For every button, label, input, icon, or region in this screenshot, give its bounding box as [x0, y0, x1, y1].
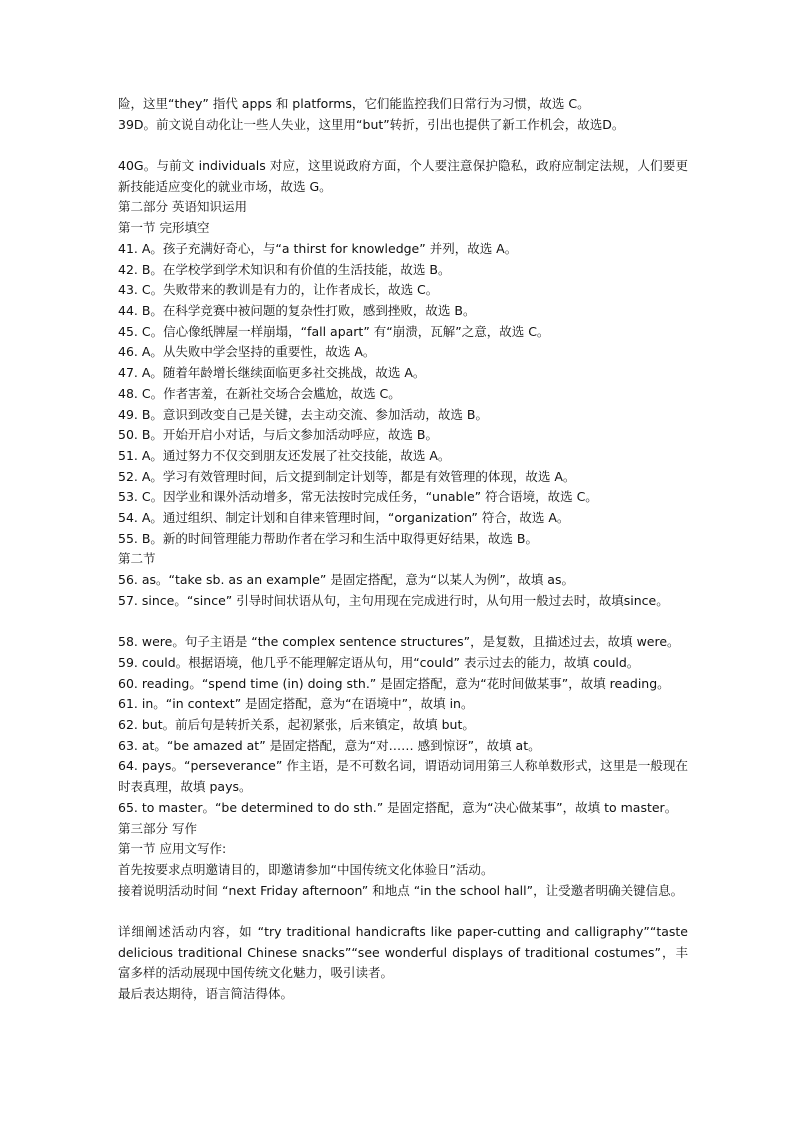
answer-57: 57. since。“since” 引导时间状语从句，主句用现在完成进行时，从句用一般过去时，故填since。 [118, 592, 669, 608]
answer-42: 42. B。在学校学到学术知识和有价值的生活技能，故选 B。 [118, 261, 451, 277]
writing-point: 详细阐述活动内容，如 “try traditional handicrafts like paper-cutting and calligraphy”“taste delicious traditional Chinese snacks”“see wonderful displays of traditional costumes”，丰富多样的活动展现中国传统文化魅力，吸引读者。 [118, 924, 688, 981]
answer-46: 46. A。从失败中学会坚持的重要性，故选 A。 [118, 344, 376, 360]
answer-65: 65. to master。“be determined to do sth.” 是固定搭配，意为“决心做某事”，故填 to master。 [118, 799, 678, 815]
writing-point: 首先按要求点明邀请目的，即邀请参加“中国传统文化体验日”活动。 [118, 861, 494, 877]
answer-39: 39D。前文说自动化让一些人失业，这里用“but”转折，引出也提供了新工作机会，故选D。 [118, 116, 625, 132]
writing-point: 接着说明活动时间 “next Friday afternoon” 和地点 “in the school hall”，让受邀者明确关键信息。 [118, 882, 684, 898]
answer-51: 51. A。通过努力不仅交到朋友还发展了社交技能，故选 A。 [118, 447, 451, 463]
answer-41: 41. A。孩子充满好奇心，与“a thirst for knowledge” 并列，故选 A。 [118, 240, 518, 256]
subsection-heading: 第一节 应用文写作: [118, 841, 227, 857]
answer-40: 40G。与前文 individuals 对应，这里说政府方面，个人要注意保护隐私，政府应制定法规，人们要更新技能适应变化的就业市场，故选 G。 [118, 158, 688, 194]
document-page [118, 94, 688, 1005]
answer-50: 50. B。开始开启小对话，与后文参加活动呼应，故选 B。 [118, 427, 438, 443]
subsection-heading: 第二节 [118, 551, 156, 567]
answer-43: 43. C。失败带来的教训是有力的，让作者成长，故选 C。 [118, 282, 439, 298]
answer-44: 44. B。在科学竞赛中被问题的复杂性打败，感到挫败，故选 B。 [118, 303, 476, 318]
answer-58: 58. were。句子主语是 “the complex sentence structures”，是复数，且描述过去，故填 were。 [118, 634, 680, 650]
subsection-heading: 第一节 完形填空 [118, 220, 210, 236]
answer-61: 61. in。“in context” 是固定搭配，意为“在语境中”，故填 in。 [118, 696, 474, 712]
answer-54: 54. A。通过组织、制定计划和自律来管理时间，“organization” 符合，故选 A。 [118, 510, 570, 526]
answer-62: 62. but。前后句是转折关系，起初紧张，后来镇定，故填 but。 [118, 717, 475, 733]
answer-45: 45. C。信心像纸牌屋一样崩塌，“fall apart” 有“崩溃，瓦解”之意，故选 C。 [118, 323, 550, 339]
section-heading: 第二部分 英语知识运用 [118, 199, 247, 215]
answer-60: 60. reading。“spend time (in) doing sth.” 是固定搭配，意为“花时间做某事”，故填 reading。 [118, 675, 670, 691]
answer-48: 48. C。作者害羞，在新社交场合会尴尬，故选 C。 [118, 385, 401, 401]
answer-59: 59. could。根据语境，他几乎不能理解定语从句，用“could” 表示过去的能力，故填 could。 [118, 654, 640, 670]
answer-63: 63. at。“be amazed at” 是固定搭配，意为“对…… 感到惊讶”，故填 at。 [118, 737, 541, 753]
section-heading: 第三部分 写作 [118, 820, 197, 836]
answer-53: 53. C。因学业和课外活动增多，常无法按时完成任务，“unable” 符合语境，故选 C。 [118, 489, 598, 505]
writing-point: 最后表达期待，语言简洁得体。 [118, 986, 294, 1002]
answer-49: 49. B。意识到改变自己是关键，去主动交流、参加活动，故选 B。 [118, 406, 488, 422]
answer-47: 47. A。随着年龄增长继续面临更多社交挑战，故选 A。 [118, 365, 426, 381]
answer-55: 55. B。新的时间管理能力帮助作者在学习和生活中取得更好结果，故选 B。 [118, 530, 538, 546]
answer-56: 56. as。“take sb. as an example” 是固定搭配，意为“以某人为例”，故填 as。 [118, 572, 574, 588]
answer-52: 52. A。学习有效管理时间，后文提到制定计划等，都是有效管理的体现，故选 A。 [118, 468, 576, 484]
text-line: 险，这里“they” 指代 apps 和 platforms，它们能监控我们日常行为习惯，故选 C。 [118, 96, 590, 111]
answer-64: 64. pays。“perseverance” 作主语，是不可数名词，谓语动词用第三人称单数形式，这里是一般现在时表真理，故填 pays。 [118, 758, 688, 795]
